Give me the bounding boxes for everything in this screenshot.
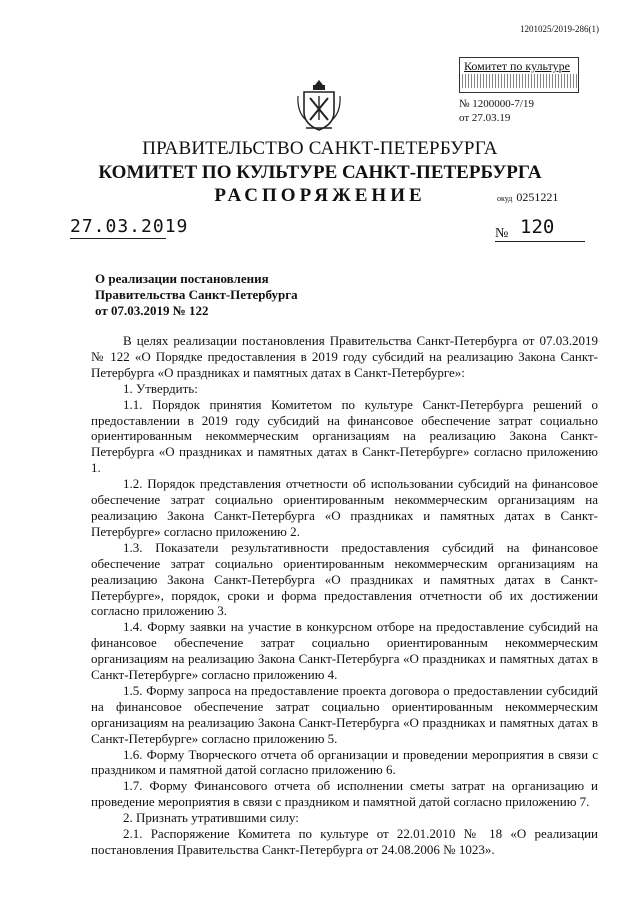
stamp-barcode — [459, 74, 577, 88]
paragraph-2: 2. Признать утратившими силу: — [123, 810, 299, 826]
paragraph-2-1: 2.1. Распоряжение Комитета по культуре от 22.01.2010 № 18 «О реализации постановления Правительства Санкт-Петербурга от 24.08.2006 № 1023». — [91, 826, 598, 857]
paragraph-1-7: 1.7. Форму Финансового отчета об исполнении сметы затрат на организацию и проведение мероприятия в связи с праздником и памятной датой согласно приложению 7. — [91, 778, 598, 810]
document-type: РАСПОРЯЖЕНИЕ — [214, 185, 426, 206]
subject-line-3: от 07.03.2019 № 122 — [95, 303, 209, 318]
document-body — [91, 333, 598, 858]
paragraph-1-3: 1.3. Показатели результативности предоставления субсидий на финансовое обеспечение затрат социально ориентированным некоммерческим организациям на реализацию Закона Санкт-Петербурга «О праздниках и памятных датах в Санкт-Петербурге», порядок, сроки и форма предоставления отчетности об их достижении согласно приложению 3. — [91, 539, 598, 619]
number-underline — [495, 241, 585, 242]
handwritten-date: 27.03.2019 — [70, 216, 189, 237]
subject-line-2: Правительства Санкт-Петербурга — [95, 287, 298, 302]
government-title: ПРАВИТЕЛЬСТВО САНКТ-ПЕТЕРБУРГА — [142, 138, 498, 159]
handwritten-number: 120 — [520, 216, 555, 238]
document-code: 1201025/2019-286(1) — [520, 24, 599, 34]
paragraph-1-5: 1.5. Форму запроса на предоставление проекта договора о предоставлении субсидий на финансовое обеспечение затрат социально ориентированным некоммерческим организациям на реализацию Закона Санкт-Петербурга «О праздниках и памятных датах в Санкт-Петербурге» согласно приложению 5. — [91, 682, 598, 746]
coat-of-arms-icon — [296, 78, 342, 134]
committee-title: КОМИТЕТ ПО КУЛЬТУРЕ САНКТ-ПЕТЕРБУРГА — [98, 162, 542, 183]
paragraph-1-6: 1.6. Форму Творческого отчета об организации и проведении мероприятия в связи с праздником и памятной датой согласно приложению 6. — [91, 746, 598, 778]
paragraph-1-1: 1.1. Порядок принятия Комитетом по культуре Санкт-Петербурга решений о предоставлении в 2019 году субсидий на финансовое обеспечение затрат социально ориентированным некоммерческим организациям на реализацию Закона Санкт-Петербурга «О праздниках и памятных датах в Санкт-Петербурге» согласно приложению 1. — [91, 396, 598, 476]
okud-code — [497, 190, 558, 205]
number-sign: № — [495, 226, 509, 241]
subject-line-1: О реализации постановления — [95, 271, 269, 286]
paragraph-1: 1. Утвердить: — [123, 380, 198, 396]
paragraph-1-4: 1.4. Форму заявки на участие в конкурсном отборе на предоставление субсидий на финансовое обеспечение затрат социально ориентированным некоммерческим организациям на реализацию Закона Санкт-Петербурга «О праздниках и памятных датах в Санкт-Петербурге» согласно приложению 4. — [91, 619, 598, 683]
stamp-date: от 27.03.19 — [459, 112, 511, 124]
date-underline — [70, 238, 166, 239]
okud-value: 0251221 — [516, 190, 559, 204]
stamp-number: № 1200000-7/19 — [459, 98, 534, 110]
paragraph-1-2: 1.2. Порядок представления отчетности об использовании субсидий на финансовое обеспечение затрат социально ориентированным некоммерческим организациям на реализацию Закона Санкт-Петербурга «О праздниках и памятных датах в Санкт-Петербурге» согласно приложению 2. — [91, 476, 598, 539]
document-subject — [95, 271, 395, 319]
stamp-title: Комитет по культуре — [464, 59, 570, 73]
okud-label: окуд — [497, 194, 513, 203]
paragraph-preamble: В целях реализации постановления Правительства Санкт-Петербурга от 07.03.2019 № 122 «О Порядке предоставления в 2019 году субсидий на реализацию Закона Санкт-Петербурга «О праздниках и памятных датах в Санкт-Петербурге»: — [91, 333, 598, 380]
